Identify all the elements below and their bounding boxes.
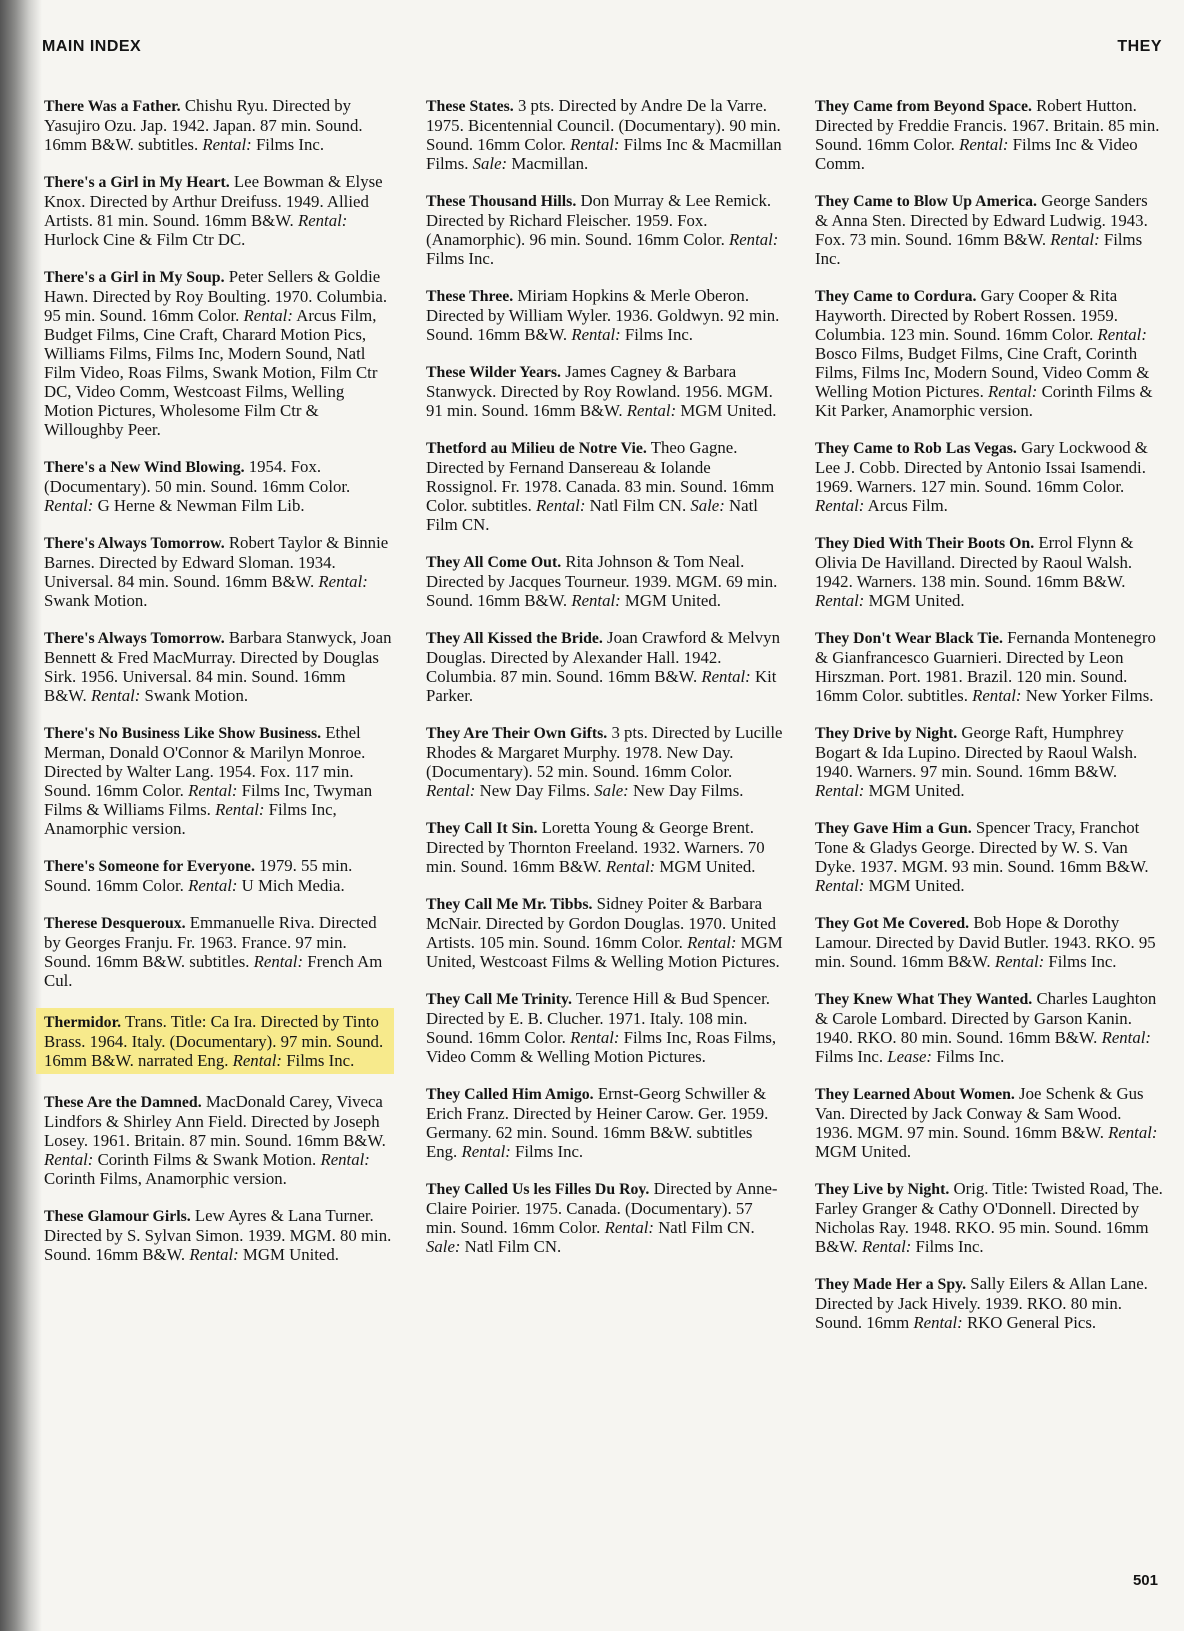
entry-title: They Call It Sin. bbox=[426, 820, 538, 837]
entry-title: They Knew What They Wanted. bbox=[815, 991, 1033, 1008]
index-entry bbox=[813, 191, 1165, 268]
entry-details: Spencer Tracy, Franchot Tone & Gladys George. Directed by W. S. Van Dyke. 1937. MGM. 93 min. Sound. 16mm B&W. Rental: MGM United. bbox=[815, 818, 1149, 895]
entry-details: 1954. Fox. (Documentary). 50 min. Sound. 16mm Color. Rental: G Herne & Newman Film Lib. bbox=[44, 457, 351, 515]
index-entry bbox=[813, 1179, 1165, 1256]
entry-title: There's Someone for Everyone. bbox=[44, 858, 255, 875]
entry-details: Rita Johnson & Tom Neal. Directed by Jacques Tourneur. 1939. MGM. 69 min. Sound. 16mm B&W. Rental: MGM United. bbox=[426, 552, 778, 610]
index-entry bbox=[813, 96, 1165, 173]
entry-title: There's a New Wind Blowing. bbox=[44, 459, 245, 476]
index-entry bbox=[424, 1084, 786, 1161]
index-entry bbox=[813, 1274, 1165, 1332]
index-column-1 bbox=[42, 96, 394, 1282]
entry-title: They Died With Their Boots On. bbox=[815, 535, 1035, 552]
entry-details: Barbara Stanwyck, Joan Bennett & Fred MacMurray. Directed by Douglas Sirk. 1956. Universal. 84 min. Sound. 16mm B&W. Rental: Swank Motion. bbox=[44, 628, 392, 705]
entry-title: They Came to Rob Las Vegas. bbox=[815, 440, 1017, 457]
entry-title: They Live by Night. bbox=[815, 1181, 950, 1198]
index-entry bbox=[42, 628, 394, 705]
index-entry bbox=[424, 438, 786, 534]
entry-title: These Are the Damned. bbox=[44, 1094, 202, 1111]
entry-details: Peter Sellers & Goldie Hawn. Directed by Roy Boulting. 1970. Columbia. 95 min. Sound. 16mm Color. Rental: Arcus Film, Budget Films, Cine Craft, Charard Motion Pics, Williams Films, Films Inc, Modern Sound, Natl Film Video, Roas Films, Swank Motion, Film Ctr DC, Video Comm, Westcoast Films, Welling Motion Pictures, Wholesome Film Ctr & Willoughby Peer. bbox=[44, 267, 388, 439]
entry-details: Gary Cooper & Rita Hayworth. Directed by Robert Rossen. 1959. Columbia. 123 min. Sound. 16mm Color. Rental: Bosco Films, Budget Films, Cine Craft, Corinth Films, Films Inc, Modern Sound, Video Comm & Welling Motion Pictures. Rental: Corinth Films & Kit Parker, Anamorphic version. bbox=[815, 286, 1153, 420]
entry-title: They Came to Cordura. bbox=[815, 288, 977, 305]
index-entry bbox=[424, 96, 786, 173]
entry-title: They Came to Blow Up America. bbox=[815, 193, 1038, 210]
entry-title: They Are Their Own Gifts. bbox=[426, 725, 608, 742]
entry-details: Loretta Young & George Brent. Directed by Thornton Freeland. 1932. Warners. 70 min. Sound. 16mm B&W. Rental: MGM United. bbox=[426, 818, 765, 876]
entry-details: Miriam Hopkins & Merle Oberon. Directed by William Wyler. 1936. Goldwyn. 92 min. Sound. 16mm B&W. Rental: Films Inc. bbox=[426, 286, 780, 344]
index-entry bbox=[813, 628, 1165, 705]
index-entry bbox=[42, 172, 394, 249]
index-entry bbox=[813, 989, 1165, 1066]
entry-details: George Raft, Humphrey Bogart & Ida Lupino. Directed by Raoul Walsh. 1940. Warners. 97 min. Sound. 16mm B&W. Rental: MGM United. bbox=[815, 723, 1138, 800]
entry-title: They Learned About Women. bbox=[815, 1086, 1015, 1103]
entry-details: 1979. 55 min. Sound. 16mm Color. Rental: U Mich Media. bbox=[44, 856, 353, 895]
entry-title: There's Always Tomorrow. bbox=[44, 630, 225, 647]
entry-details: Joe Schenk & Gus Van. Directed by Jack Conway & Sam Wood. 1936. MGM. 97 min. Sound. 16mm B&W. Rental: MGM United. bbox=[815, 1084, 1158, 1161]
entry-title: These Thousand Hills. bbox=[426, 193, 577, 210]
entry-title: There's a Girl in My Soup. bbox=[44, 269, 225, 286]
index-entry bbox=[813, 1084, 1165, 1161]
entry-title: They Don't Wear Black Tie. bbox=[815, 630, 1003, 647]
entry-details: Emmanuelle Riva. Directed by Georges Franju. Fr. 1963. France. 97 min. Sound. 16mm B&W. subtitles. Rental: French Am Cul. bbox=[44, 913, 383, 990]
index-column-3 bbox=[813, 96, 1165, 1350]
entry-title: They Call Me Mr. Tibbs. bbox=[426, 896, 593, 913]
index-entry bbox=[424, 362, 786, 420]
index-entry bbox=[42, 1206, 394, 1264]
index-entry bbox=[813, 533, 1165, 610]
index-entry bbox=[42, 913, 394, 990]
entry-title: There's Always Tomorrow. bbox=[44, 535, 225, 552]
index-entry bbox=[42, 723, 394, 838]
entry-details: George Sanders & Anna Sten. Directed by Edward Ludwig. 1943. Fox. 73 min. Sound. 16mm B&W. Rental: Films Inc. bbox=[815, 191, 1148, 268]
entry-title: They Called Him Amigo. bbox=[426, 1086, 594, 1103]
running-header-right: THEY bbox=[1117, 38, 1162, 55]
entry-details: Chishu Ryu. Directed by Yasujiro Ozu. Jap. 1942. Japan. 87 min. Sound. 16mm B&W. subtitles. Rental: Films Inc. bbox=[44, 96, 363, 154]
entry-details: Orig. Title: Twisted Road, The. Farley Granger & Cathy O'Donnell. Directed by Nicholas Ray. 1948. RKO. 95 min. Sound. 16mm B&W. Rental: Films Inc. bbox=[815, 1179, 1163, 1256]
entry-details: Directed by Anne-Claire Poirier. 1975. Canada. (Documentary). 57 min. Sound. 16mm Color. Rental: Natl Film CN. Sale: Natl Film CN. bbox=[426, 1179, 778, 1256]
entry-title: They Drive by Night. bbox=[815, 725, 958, 742]
index-entry bbox=[813, 913, 1165, 971]
entry-title: They Gave Him a Gun. bbox=[815, 820, 972, 837]
entry-title: There's No Business Like Show Business. bbox=[44, 725, 322, 742]
entry-title: They Came from Beyond Space. bbox=[815, 98, 1032, 115]
index-column-2 bbox=[424, 96, 786, 1274]
entry-details: Lee Bowman & Elyse Knox. Directed by Arthur Dreifuss. 1949. Allied Artists. 81 min. Sound. 16mm B&W. Rental: Hurlock Cine & Film Ctr DC. bbox=[44, 172, 383, 249]
entry-title: These Glamour Girls. bbox=[44, 1208, 191, 1225]
index-entry bbox=[424, 894, 786, 971]
entry-details: Gary Lockwood & Lee J. Cobb. Directed by Antonio Issai Isamendi. 1969. Warners. 127 min. Sound. 16mm Color. Rental: Arcus Film. bbox=[815, 438, 1148, 515]
index-entry bbox=[813, 286, 1165, 420]
page-binding-shadow bbox=[0, 0, 42, 1631]
index-entry bbox=[424, 552, 786, 610]
entry-title: These Wilder Years. bbox=[426, 364, 562, 381]
index-entry bbox=[424, 191, 786, 268]
entry-title: They Got Me Covered. bbox=[815, 915, 970, 932]
entry-details: 3 pts. Directed by Andre De la Varre. 1975. Bicentennial Council. (Documentary). 90 min. Sound. 16mm Color. Rental: Films Inc & Macmillan Films. Sale: Macmillan. bbox=[426, 96, 782, 173]
index-entry bbox=[813, 723, 1165, 800]
entry-title: They All Come Out. bbox=[426, 554, 562, 571]
entry-details: Errol Flynn & Olivia De Havilland. Directed by Raoul Walsh. 1942. Warners. 138 min. Sound. 16mm B&W. Rental: MGM United. bbox=[815, 533, 1134, 610]
index-entry bbox=[42, 1092, 394, 1188]
index-entry bbox=[42, 96, 394, 154]
entry-details: James Cagney & Barbara Stanwyck. Directed by Roy Rowland. 1956. MGM. 91 min. Sound. 16mm B&W. Rental: MGM United. bbox=[426, 362, 777, 420]
index-entry bbox=[42, 267, 394, 439]
entry-details: Theo Gagne. Directed by Fernand Dansereau & Iolande Rossignol. Fr. 1978. Canada. 83 min. Sound. 16mm Color. subtitles. Rental: Natl Film CN. Sale: Natl Film CN. bbox=[426, 438, 775, 534]
entry-details: Fernanda Montenegro & Gianfrancesco Guarnieri. Directed by Leon Hirszman. Port. 1981. Brazil. 120 min. Sound. 16mm Color. subtitles. Rental: New Yorker Films. bbox=[815, 628, 1156, 705]
entry-title: Thetford au Milieu de Notre Vie. bbox=[426, 440, 647, 457]
entry-title: They Called Us les Filles Du Roy. bbox=[426, 1181, 650, 1198]
page-number: 501 bbox=[1132, 1572, 1158, 1589]
entry-details: Ernst-Georg Schwiller & Erich Franz. Directed by Heiner Carow. Ger. 1959. Germany. 62 min. Sound. 16mm B&W. subtitles Eng. Rental: Films Inc. bbox=[426, 1084, 769, 1161]
entry-title: These Three. bbox=[426, 288, 514, 305]
index-entry bbox=[424, 628, 786, 705]
entry-details: Lew Ayres & Lana Turner. Directed by S. Sylvan Simon. 1939. MGM. 80 min. Sound. 16mm B&W. Rental: MGM United. bbox=[44, 1206, 392, 1264]
entry-details: Don Murray & Lee Remick. Directed by Richard Fleischer. 1959. Fox. (Anamorphic). 96 min. Sound. 16mm Color. Rental: Films Inc. bbox=[426, 191, 779, 268]
entry-details: Joan Crawford & Melvyn Douglas. Directed by Alexander Hall. 1942. Columbia. 87 min. Sound. 16mm B&W. Rental: Kit Parker. bbox=[426, 628, 780, 705]
index-entry bbox=[424, 1179, 786, 1256]
index-entry bbox=[42, 457, 394, 515]
entry-details: 3 pts. Directed by Lucille Rhodes & Margaret Murphy. 1978. New Day. (Documentary). 52 min. Sound. 16mm Color. Rental: New Day Films. Sale: New Day Films. bbox=[426, 723, 783, 800]
entry-details: MacDonald Carey, Viveca Lindfors & Shirley Ann Field. Directed by Joseph Losey. 1961. Britain. 87 min. Sound. 16mm B&W. Rental: Corinth Films & Swank Motion. Rental: Corinth Films, Anamorphic version. bbox=[44, 1092, 386, 1188]
entry-details: Robert Taylor & Binnie Barnes. Directed by Edward Sloman. 1934. Universal. 84 min. Sound. 16mm B&W. Rental: Swank Motion. bbox=[44, 533, 389, 610]
index-entry bbox=[424, 286, 786, 344]
entry-title: Thermidor. bbox=[44, 1014, 122, 1031]
entry-title: These States. bbox=[426, 98, 514, 115]
running-header-left: MAIN INDEX bbox=[42, 38, 142, 55]
index-entry bbox=[424, 989, 786, 1066]
entry-details: Bob Hope & Dorothy Lamour. Directed by David Butler. 1943. RKO. 95 min. Sound. 16mm B&W. Rental: Films Inc. bbox=[815, 913, 1156, 971]
entry-details: Sally Eilers & Allan Lane. Directed by Jack Hively. 1939. RKO. 80 min. Sound. 16mm Rental: RKO General Pics. bbox=[815, 1274, 1148, 1332]
index-entry bbox=[424, 818, 786, 876]
entry-title: There Was a Father. bbox=[44, 98, 181, 115]
entry-details: Ethel Merman, Donald O'Connor & Marilyn Monroe. Directed by Walter Lang. 1954. Fox. 117 min. Sound. 16mm Color. Rental: Films Inc, Twyman Films & Williams Films. Rental: Films Inc, Anamorphic version. bbox=[44, 723, 373, 838]
entry-details: Trans. Title: Ca Ira. Directed by Tinto Brass. 1964. Italy. (Documentary). 97 min. Sound. 16mm B&W. narrated Eng. Rental: Films Inc. bbox=[44, 1012, 384, 1070]
entry-details: Sidney Poiter & Barbara McNair. Directed by Gordon Douglas. 1970. United Artists. 105 min. Sound. 16mm Color. Rental: MGM United, Westcoast Films & Welling Motion Pictures. bbox=[426, 894, 783, 971]
entry-details: Terence Hill & Bud Spencer. Directed by E. B. Clucher. 1971. Italy. 108 min. Sound. 16mm Color. Rental: Films Inc, Roas Films, Video Comm & Welling Motion Pictures. bbox=[426, 989, 777, 1066]
entry-title: They Call Me Trinity. bbox=[426, 991, 572, 1008]
index-entry bbox=[42, 533, 394, 610]
entry-title: They Made Her a Spy. bbox=[815, 1276, 967, 1293]
entry-details: Robert Hutton. Directed by Freddie Francis. 1967. Britain. 85 min. Sound. 16mm Color. Rental: Films Inc & Video Comm. bbox=[815, 96, 1160, 173]
index-entry bbox=[813, 438, 1165, 515]
entry-title: Therese Desqueroux. bbox=[44, 915, 186, 932]
index-entry bbox=[813, 818, 1165, 895]
index-entry-highlighted bbox=[36, 1008, 394, 1074]
index-entry bbox=[424, 723, 786, 800]
entry-details: Charles Laughton & Carole Lombard. Directed by Garson Kanin. 1940. RKO. 80 min. Sound. 16mm B&W. Rental: Films Inc. Lease: Films Inc. bbox=[815, 989, 1157, 1066]
index-entry bbox=[42, 856, 394, 895]
entry-title: There's a Girl in My Heart. bbox=[44, 174, 230, 191]
entry-title: They All Kissed the Bride. bbox=[426, 630, 603, 647]
